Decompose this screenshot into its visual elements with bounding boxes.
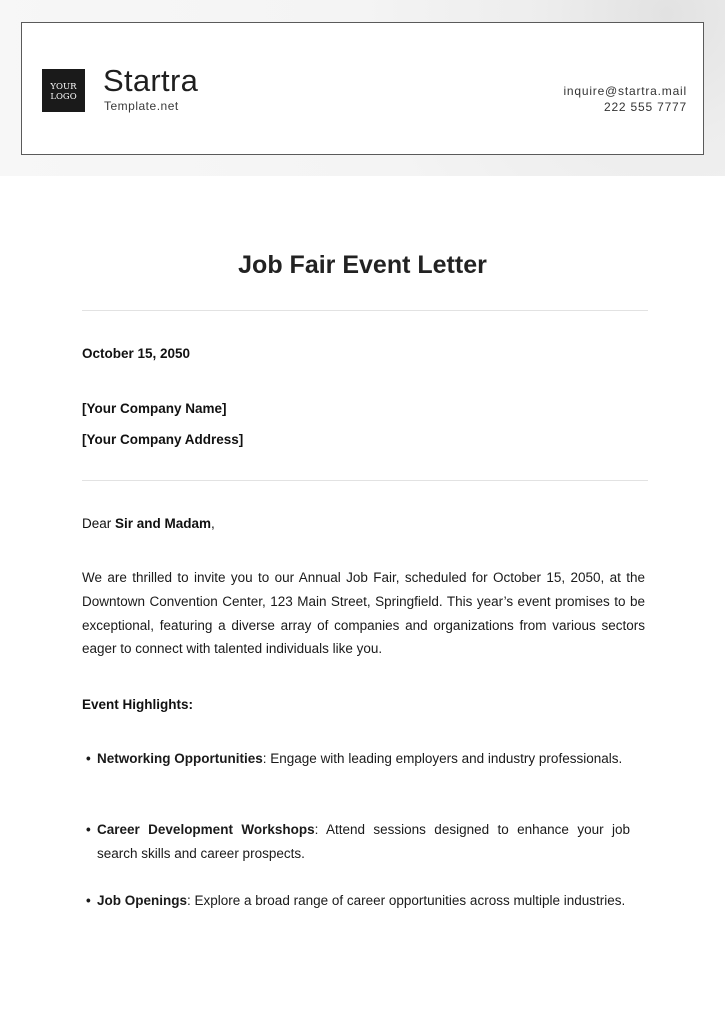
intro-paragraph: We are thrilled to invite you to our Annual Job Fair, scheduled for October 15, 2050, at the Downtown Convention Center, 123 Main Street, Springfield. This year’s event promises to be exceptional, featuring a diverse array of companies and organizations from various sectors eager to connect with talented individuals like you.: [82, 570, 645, 657]
bullet-icon: •: [86, 822, 91, 837]
highlight-item: [86, 747, 630, 771]
highlight-label: Networking Opportunities: [97, 751, 263, 766]
highlights-heading: Event Highlights:: [82, 697, 193, 712]
company-logo: [42, 69, 85, 112]
logo-text-line1: YOUR: [50, 81, 77, 92]
letterhead: [21, 22, 704, 155]
contact-email: inquire@startra.mail: [563, 84, 687, 98]
bullet-icon: •: [86, 893, 91, 908]
salutation-name: Sir and Madam: [115, 516, 212, 531]
salutation: [82, 515, 215, 533]
highlight-text: : Attend sessions designed to enhance your job search skills and career prospects.: [97, 822, 630, 861]
highlight-label: Job Openings: [97, 893, 188, 908]
company-address: [Your Company Address]: [82, 432, 244, 447]
highlight-item: [86, 889, 630, 913]
bullet-icon: •: [86, 751, 91, 766]
highlight-text: : Explore a broad range of career opportunities across multiple industries.: [187, 893, 626, 908]
contact-info: [563, 83, 687, 115]
highlight-item: [86, 818, 630, 866]
letter-title: Job Fair Event Letter: [238, 251, 487, 279]
brand-name: Startra: [103, 63, 199, 98]
highlight-text: : Engage with leading employers and industry professionals.: [262, 751, 623, 766]
contact-phone: 222 555 7777: [603, 100, 687, 114]
divider: [82, 480, 648, 481]
divider: [82, 310, 648, 311]
salutation-prefix: Dear: [82, 516, 116, 531]
highlight-label: Career Development Workshops: [97, 822, 315, 837]
salutation-suffix: ,: [211, 516, 215, 531]
company-name: [Your Company Name]: [82, 401, 227, 416]
letter-date: October 15, 2050: [82, 346, 191, 361]
logo-text-line2: LOGO: [50, 91, 77, 102]
brand-subtitle: Template.net: [104, 99, 179, 113]
